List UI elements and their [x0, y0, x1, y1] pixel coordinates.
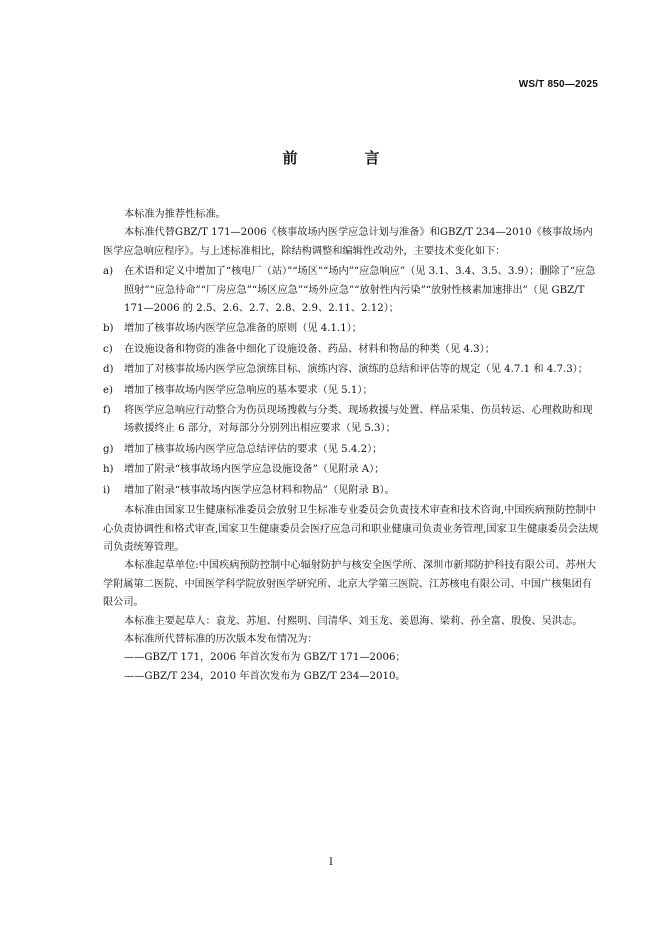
document-body	[103, 206, 599, 686]
paragraph-committee: 本标准由国家卫生健康标准委员会放射卫生标准专业委员会负责技术审查和技术咨询,中国疾病预防控制中心负责协调性和格式审查,国家卫生健康委员会医疗应急司和职业健康司负责业务管理,国家卫生健康委员会法规司负责统筹管理。	[103, 505, 599, 553]
list-item	[103, 341, 599, 359]
list-item	[103, 320, 599, 338]
list-item	[103, 382, 599, 400]
list-item-text: 增加了核事故场内医学应急准备的原则（见 4.1.1）；	[124, 323, 362, 335]
changes-list	[103, 263, 599, 500]
list-marker: d)	[103, 364, 114, 376]
list-item	[103, 361, 599, 379]
list-marker: f)	[103, 405, 111, 417]
list-item-text: 增加了附录“核事故场内医学应急设施设备”（见附录 A）；	[124, 464, 385, 476]
paragraph-history-intro: 本标准所代替标准的历次版本发布情况为：	[124, 633, 318, 645]
list-item	[103, 441, 599, 459]
list-item	[103, 461, 599, 479]
paragraph-drafters: 本标准主要起草人：袁龙、苏旭、付熙明、闫清华、刘玉龙、姜恩海、梁莉、孙全富、殷俊、吴洪志。	[124, 615, 583, 627]
list-item-text: 在设施设备和物资的准备中细化了设施设备、药品、材料和物品的种类（见 4.3）；	[124, 343, 495, 355]
list-marker: b)	[103, 323, 114, 335]
list-marker: h)	[103, 464, 114, 476]
paragraph-drafting-units: 本标准起草单位:中国疾病预防控制中心辐射防护与核安全医学所、深圳市新邦防护科技有限公司、苏州大学附属第二医院、中国医学科学院放射医学研究所、北京大学第三医院、江苏核电有限公司、中国广核集团有限公司。	[103, 560, 597, 609]
page-number: I	[329, 857, 333, 868]
list-item	[103, 263, 599, 318]
list-item-text: 增加了核事故场内医学应急总结评估的要求（见 5.4.2）；	[124, 443, 383, 455]
list-item-text: 在术语和定义中增加了“核电厂（站）”“场区”“场内”“应急响应”（见 3.1、3.4、3.5、3.9）；删除了“应急照射”“应急待命”“厂房应急”“场区应急”“场外应急”“放射性内污染”“放射性核素加速排出”（见 GBZ/T 171—2006 的 2.5、2.6、2.7、2.8、2.9、2.11、2.12）；	[124, 266, 596, 315]
paragraph-recommended: 本标准为推荐性标准。	[124, 209, 226, 220]
list-item-text: 将医学应急响应行动整合为伤员现场搜救与分类、现场救援与处置、样品采集、伤员转运、心理救助和现场救援终止 6 部分，对每部分分别列出相应要求（见 5.3）；	[124, 405, 593, 435]
list-marker: c)	[103, 343, 113, 355]
history-entry: ——GBZ/T 171，2006 年首次发布为 GBZ/T 171—2006；	[124, 652, 406, 664]
list-marker: a)	[103, 266, 114, 278]
list-item-text: 增加了核事故场内医学应急响应的基本要求（见 5.1）；	[124, 384, 373, 396]
list-item	[103, 482, 599, 500]
history-entry: ——GBZ/T 234，2010 年首次发布为 GBZ/T 234—2010。	[124, 670, 406, 682]
list-marker: e)	[103, 384, 114, 396]
list-marker: g)	[103, 443, 114, 455]
list-marker: i)	[103, 484, 111, 496]
list-item	[103, 402, 599, 439]
list-item-text: 增加了对核事故场内医学应急演练目标、演练内容、演练的总结和评估等的规定（见 4.7.1 和 4.7.3）；	[124, 364, 588, 376]
paragraph-replacement: 本标准代替GBZ/T 171—2006《核事故场内医学应急计划与准备》和GBZ/T 234—2010《核事故场内医学应急响应程序》。与上述标准相比，除结构调整和编辑性改动外，主要技术变化如下：	[103, 227, 593, 257]
page-title: 前 言	[282, 149, 406, 167]
standard-code: WS/T 850—2025	[518, 79, 598, 90]
list-item-text: 增加了附录“核事故场内医学应急材料和物品”（见附录 B）。	[124, 484, 395, 496]
